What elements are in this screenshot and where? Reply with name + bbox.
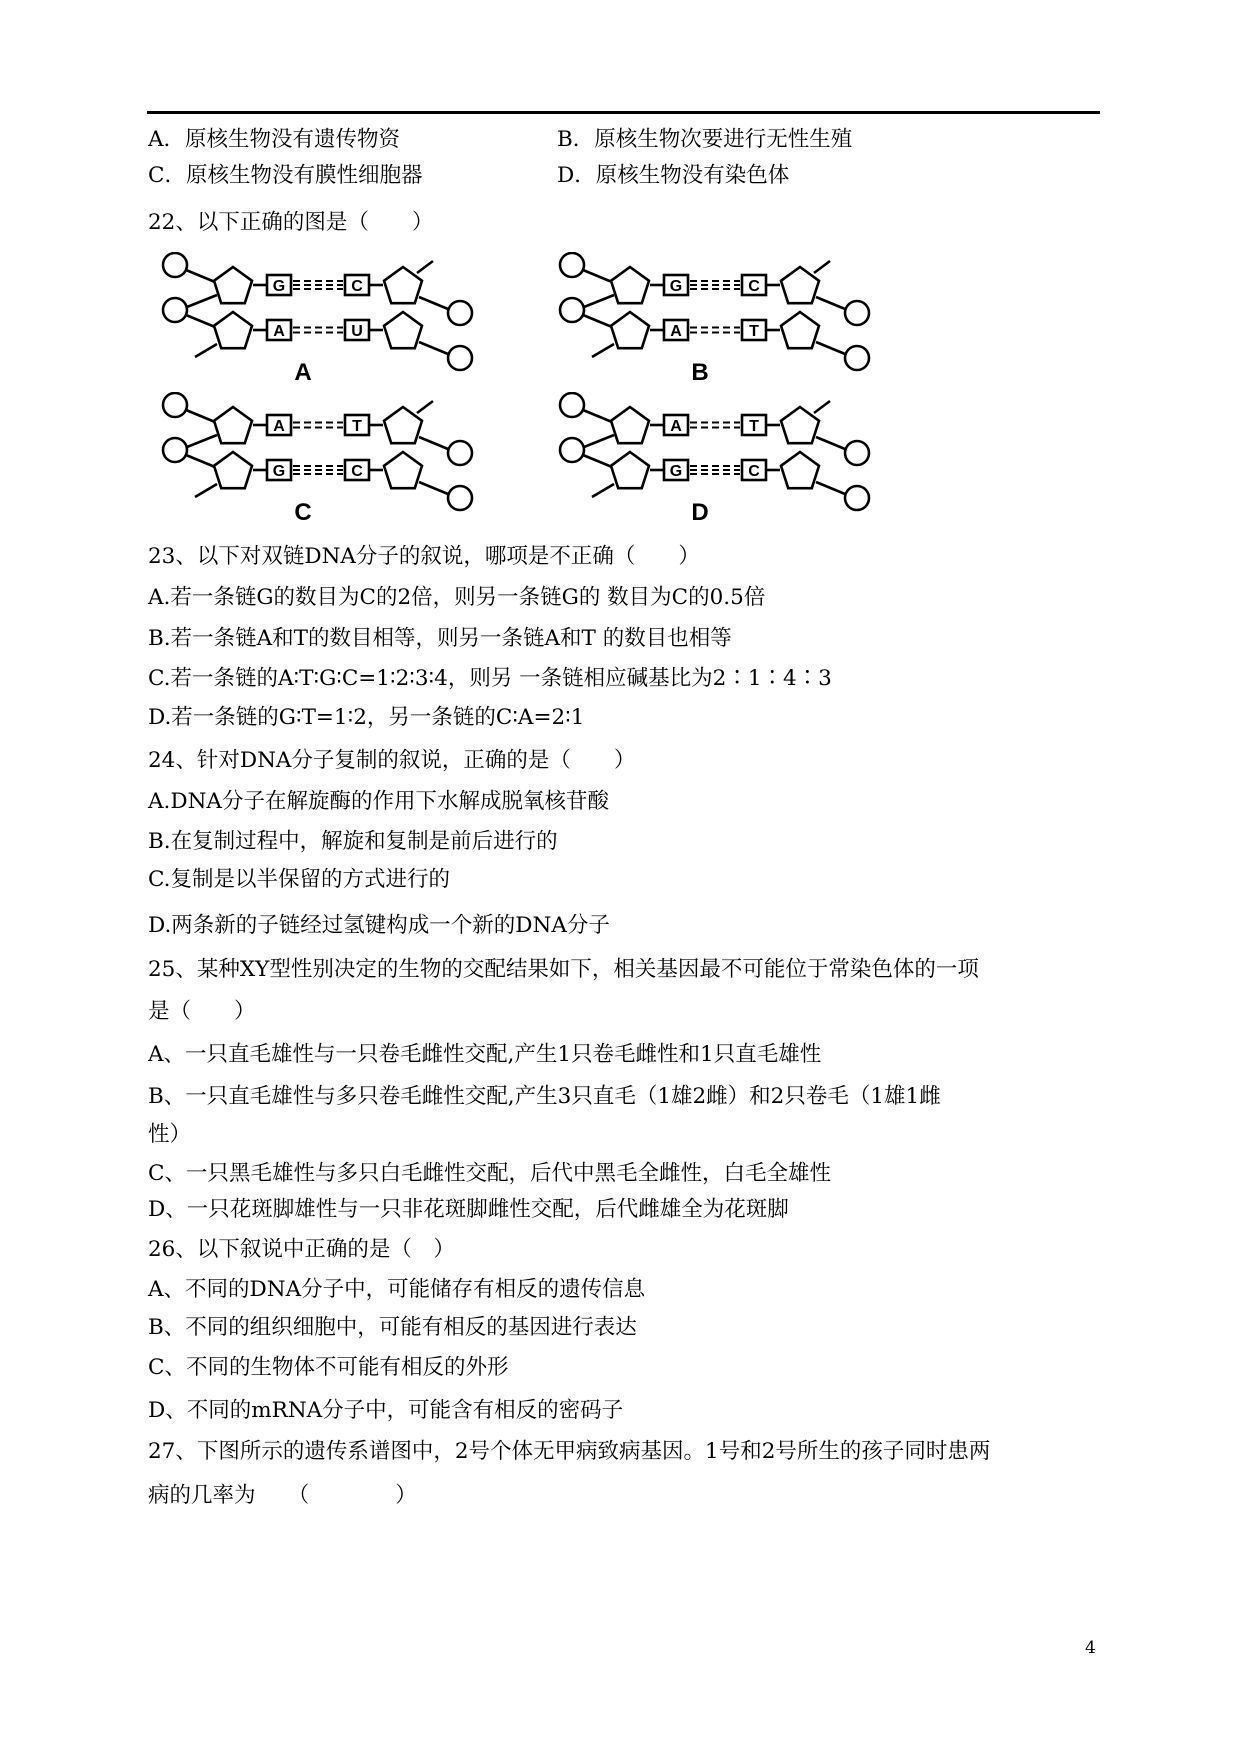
q25-option-b-line2: 性）: [148, 1122, 192, 1147]
diagram-label: B: [691, 359, 709, 386]
q21-option-c: C．原核生物没有膜性细胞器: [148, 163, 423, 188]
base-letter: T: [749, 418, 759, 435]
q25-stem-line2: 是（ ）: [148, 999, 256, 1024]
backbone-bond: [816, 297, 845, 309]
base-letter: G: [272, 278, 286, 295]
deoxyribose-pentagon: [781, 452, 819, 488]
page-number: 4: [1085, 1638, 1096, 1658]
base-letter: C: [351, 463, 363, 480]
deoxyribose-pentagon: [611, 312, 649, 348]
diagram-label: A: [294, 359, 312, 386]
backbone-bond: [583, 455, 612, 467]
base-letter: C: [748, 278, 760, 295]
deoxyribose-pentagon: [384, 452, 422, 488]
base-letter: A: [670, 323, 682, 340]
q24-option-c: C.复制是以半保留的方式进行的: [148, 867, 451, 892]
backbone-bond: [186, 315, 215, 327]
backbone-bond: [583, 315, 612, 327]
base-letter: T: [352, 418, 362, 435]
backbone-bond: [419, 482, 448, 494]
backbone-bond: [186, 270, 215, 282]
header-rule: [147, 111, 1100, 114]
phosphate-circle: [448, 486, 472, 510]
dna-diagram-svg: [552, 392, 892, 527]
phosphate-circle: [560, 438, 584, 462]
dna-diagram-svg: [155, 392, 495, 527]
deoxyribose-pentagon: [214, 452, 252, 488]
q25-option-c: C、一只黑毛雄性与多只白毛雌性交配，后代中黑毛全雌性，白毛全雄性: [148, 1161, 831, 1186]
q23-option-b: B.若一条链A和T的数目相等，则另一条链A和T 的数目也相等: [148, 626, 732, 651]
q26-option-b: B、不同的组织细胞中，可能有相反的基因进行表达: [148, 1315, 637, 1340]
dna-diagram-c: [155, 392, 495, 531]
deoxyribose-pentagon: [611, 407, 649, 443]
dna-diagram-d: [552, 392, 892, 531]
base-letter: U: [351, 323, 363, 340]
q24-option-d: D.两条新的子链经过氢键构成一个新的DNA分子: [148, 913, 610, 938]
backbone-bond: [816, 437, 845, 449]
base-letter: C: [351, 278, 363, 295]
backbone-bond: [583, 410, 612, 422]
backbone-bond: [186, 455, 215, 467]
q27-stem-line2: 病的几率为 （ ）: [148, 1483, 417, 1508]
deoxyribose-pentagon: [214, 407, 252, 443]
phosphate-circle: [845, 486, 869, 510]
deoxyribose-pentagon: [384, 267, 422, 303]
q23-option-d: D.若一条链的G∶T=1∶2，另一条链的C∶A=2∶1: [148, 705, 585, 730]
phosphate-circle: [448, 346, 472, 370]
q25-stem-line1: 25、某种XY型性别决定的生物的交配结果如下，相关基因最不可能位于常染色体的一项: [148, 957, 979, 982]
dna-diagram-svg: [155, 252, 495, 387]
q24-option-b: B.在复制过程中，解旋和复制是前后进行的: [148, 829, 558, 854]
q23-option-c: C.若一条链的A∶T∶G∶C=1∶2∶3∶4，则另 一条链相应碱基比为2∶1∶4∶3: [148, 666, 832, 691]
deoxyribose-pentagon: [611, 452, 649, 488]
q24-option-a: A.DNA分子在解旋酶的作用下水解成脱氧核苷酸: [148, 789, 609, 814]
backbone-bond: [583, 270, 612, 282]
q21-option-a: A．原核生物没有遗传物资: [148, 127, 401, 152]
q26-option-c: C、不同的生物体不可能有相反的外形: [148, 1355, 509, 1380]
phosphate-circle: [448, 441, 472, 465]
phosphate-circle: [845, 441, 869, 465]
base-letter: A: [273, 418, 285, 435]
deoxyribose-pentagon: [214, 312, 252, 348]
backbone-bond: [816, 482, 845, 494]
deoxyribose-pentagon: [384, 407, 422, 443]
q25-option-d: D、一只花斑脚雄性与一只非花斑脚雌性交配，后代雌雄全为花斑脚: [148, 1197, 789, 1222]
q21-option-d: D．原核生物没有染色体: [557, 163, 790, 188]
q23-option-a: A.若一条链G的数目为C的2倍，则另一条链G的 数目为C的0.5倍: [148, 585, 766, 610]
q21-option-b: B．原核生物次要进行无性生殖: [557, 127, 853, 152]
phosphate-circle: [845, 301, 869, 325]
deoxyribose-pentagon: [781, 407, 819, 443]
q26-option-a: A、不同的DNA分子中，可能储存有相反的遗传信息: [148, 1277, 646, 1302]
q25-option-a: A、一只直毛雄性与一只卷毛雌性交配,产生1只卷毛雌性和1只直毛雄性: [148, 1042, 822, 1067]
q25-option-b-line1: B、一只直毛雄性与多只卷毛雌性交配,产生3只直毛（1雄2雌）和2只卷毛（1雄1雌: [148, 1084, 941, 1109]
q24-stem: 24、针对DNA分子复制的叙说，正确的是（ ）: [148, 748, 636, 773]
deoxyribose-pentagon: [611, 267, 649, 303]
diagram-label: D: [691, 499, 709, 526]
backbone-bond: [186, 410, 215, 422]
phosphate-circle: [448, 301, 472, 325]
base-letter: A: [670, 418, 682, 435]
phosphate-circle: [560, 253, 584, 277]
q27-stem-line1: 27、下图所示的遗传系谱图中，2号个体无甲病致病基因。1号和2号所生的孩子同时患两: [148, 1439, 991, 1464]
dna-diagram-b: [552, 252, 892, 391]
base-letter: G: [272, 463, 286, 480]
phosphate-circle: [163, 253, 187, 277]
base-letter: A: [273, 323, 285, 340]
dna-diagram-svg: [552, 252, 892, 387]
phosphate-circle: [560, 393, 584, 417]
phosphate-circle: [163, 438, 187, 462]
deoxyribose-pentagon: [384, 312, 422, 348]
backbone-bond: [419, 297, 448, 309]
backbone-bond: [419, 437, 448, 449]
base-letter: G: [669, 278, 683, 295]
phosphate-circle: [560, 298, 584, 322]
phosphate-circle: [845, 346, 869, 370]
q26-stem: 26、以下叙说中正确的是（ ）: [148, 1237, 455, 1262]
phosphate-circle: [163, 393, 187, 417]
base-letter: T: [749, 323, 759, 340]
deoxyribose-pentagon: [781, 267, 819, 303]
diagram-label: C: [294, 499, 312, 526]
q22-stem: 22、以下正确的图是（ ）: [148, 210, 434, 235]
phosphate-circle: [163, 298, 187, 322]
backbone-bond: [419, 342, 448, 354]
dna-diagram-a: [155, 252, 495, 391]
q26-option-d: D、不同的mRNA分子中，可能含有相反的密码子: [148, 1398, 624, 1423]
q23-stem: 23、以下对双链DNA分子的叙说，哪项是不正确（ ）: [148, 544, 700, 569]
backbone-bond: [816, 342, 845, 354]
deoxyribose-pentagon: [214, 267, 252, 303]
base-letter: G: [669, 463, 683, 480]
base-letter: C: [748, 463, 760, 480]
deoxyribose-pentagon: [781, 312, 819, 348]
